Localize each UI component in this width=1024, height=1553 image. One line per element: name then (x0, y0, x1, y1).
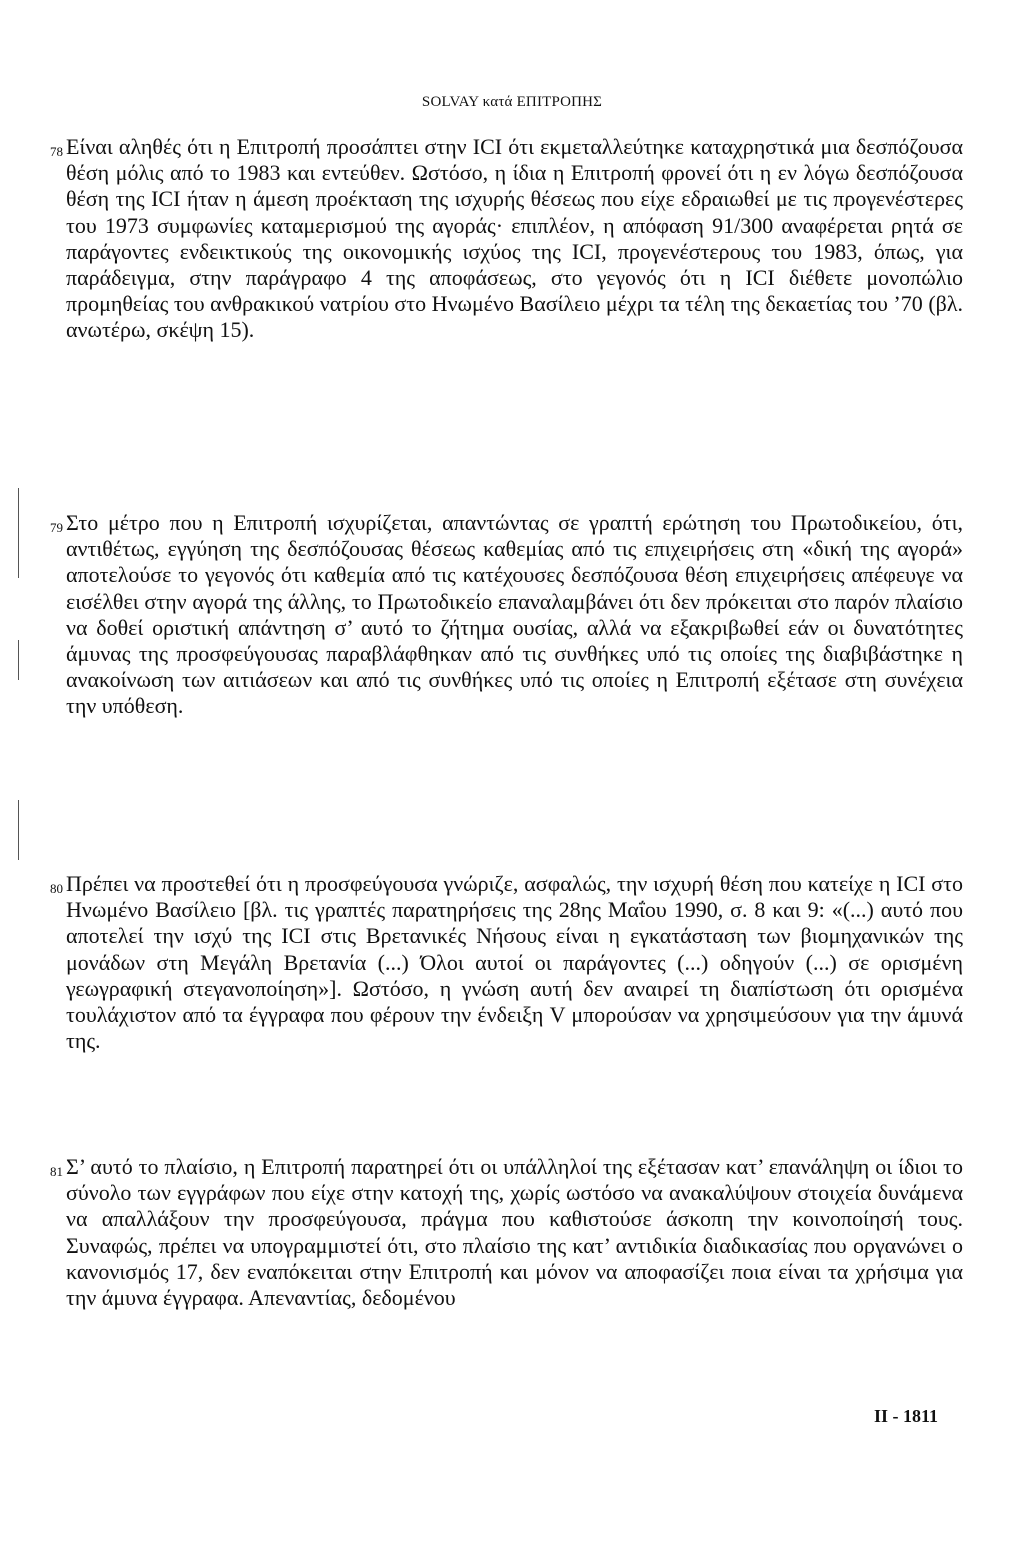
paragraph-number: 81 (50, 1164, 63, 1179)
paragraph-text: Στο μέτρο που η Επιτροπή ισχυρίζεται, απαντώντας σε γραπτή ερώτηση του Πρωτοδικείου, ότι, αντιθέτως, εγγύηση της δεσπόζουσας θέσεως καθεμίας από τις επιχειρήσεις στη «δική της αγορά» αποτελούσε το γεγονός ότι καθεμία από τις κατέχουσες δεσπόζουσα θέση επιχειρήσεις απέφευγε να εισέλθει στην αγορά της άλλης, το Πρωτοδικείο επαναλαμβάνει ότι δεν πρόκειται στο παρόν πλαίσιο να δοθεί οριστική απάντηση σ’ αυτό το ζήτημα ουσίας, αλλά να εξακριβωθεί εάν οι δυνατότητες άμυνας της προσφεύγουσας παραβλάφθηκαν από τις συνθήκες υπό τις οποίες της διαβιβάστηκε η ανακοίνωση των αιτιάσεων και από τις συνθήκες υπό τις οποίες η Επιτροπή εξέτασε στη συνέχεια την υπόθεση. (66, 510, 963, 719)
margin-rule (18, 640, 19, 680)
paragraph-text: Σ’ αυτό το πλαίσιο, η Επιτροπή παρατηρεί ότι οι υπάλληλοί της εξέτασαν κατ’ επανάληψη οι ίδιοι το σύνολο των εγγράφων που είχε στην κατοχή της, χωρίς ωστόσο να ανακαλύψουν στοιχεία δυνάμενα να απαλλάξουν την προσφεύγουσα, πράγμα που καθιστούσε άσκοπη την κοινοποίησή τους. Συναφώς, πρέπει να υπογραμμιστεί ότι, στο πλαίσιο της κατ’ αντιδικία διαδικασίας που οργανώνει ο κανονισμός 17, δεν εναπόκειται στην Επιτροπή και μόνον να αποφασίζει ποια είναι τα χρήσιμα για την άμυνα έγγραφα. Απεναντίας, δεδομένου (66, 1154, 963, 1311)
paragraph-number: 79 (50, 520, 63, 535)
running-header: SOLVAY κατά ΕΠΙΤΡΟΠΗΣ (421, 94, 603, 110)
page-number: II - 1811 (873, 1406, 938, 1426)
paragraph-text: Πρέπει να προστεθεί ότι η προσφεύγουσα γνώριζε, ασφαλώς, την ισχυρή θέση που κατείχε η ICI στο Ηνωμένο Βασίλειο [βλ. τις γραπτές παρατηρήσεις της 28ης Μαΐου 1990, σ. 8 και 9: «(...) αυτό που αποτελεί την ισχύ της ICI στις Βρετανικές Νήσους είναι η εγκατάσταση των βιομηχανικών της μονάδων στη Μεγάλη Βρετανία (...) Όλοι αυτοί οι παράγοντες (...) οδηγούν (...) σε ορισμένη γεωγραφική στεγανοποίηση»]. Ωστόσο, η γνώση αυτή δεν αναιρεί τη διαπίστωση ότι ορισμένα τουλάχιστον από τα έγγραφα που φέρουν την ένδειξη V μπορούσαν να χρησιμεύσουν για την άμυνά της. (66, 871, 963, 1054)
paragraph-number: 78 (50, 144, 63, 159)
margin-rule (18, 488, 19, 578)
paragraph-text: Είναι αληθές ότι η Επιτροπή προσάπτει στην ICI ότι εκμεταλλεύτηκε καταχρηστικά μια δεσπόζουσα θέση μόλις από το 1983 και εντεύθεν. Ωστόσο, η ίδια η Επιτροπή φρονεί ότι η εν λόγω δεσπόζουσα θέση της ICI ήταν η άμεση προέκταση της ισχυρής θέσεως που είχε εδραιωθεί με τις προγενέστερες του 1973 συμφωνίες καταμερισμού της αγοράς· επιπλέον, η απόφαση 91/300 αναφέρεται ρητά σε παράγοντες ενδεικτικούς της οικονομικής ισχύος της ICI, προγενέστερους του 1983, όπως, για παράδειγμα, στην παράγραφο 4 της αποφάσεως, στο γεγονός ότι η ICI διέθετε μονοπώλιο προμηθείας του ανθρακικού νατρίου στο Ηνωμένο Βασίλειο μέχρι τα τέλη της δεκαετίας του ’70 (βλ. ανωτέρω, σκέψη 15). (66, 134, 963, 343)
paragraph-number: 80 (50, 881, 63, 896)
margin-rule (18, 800, 19, 860)
